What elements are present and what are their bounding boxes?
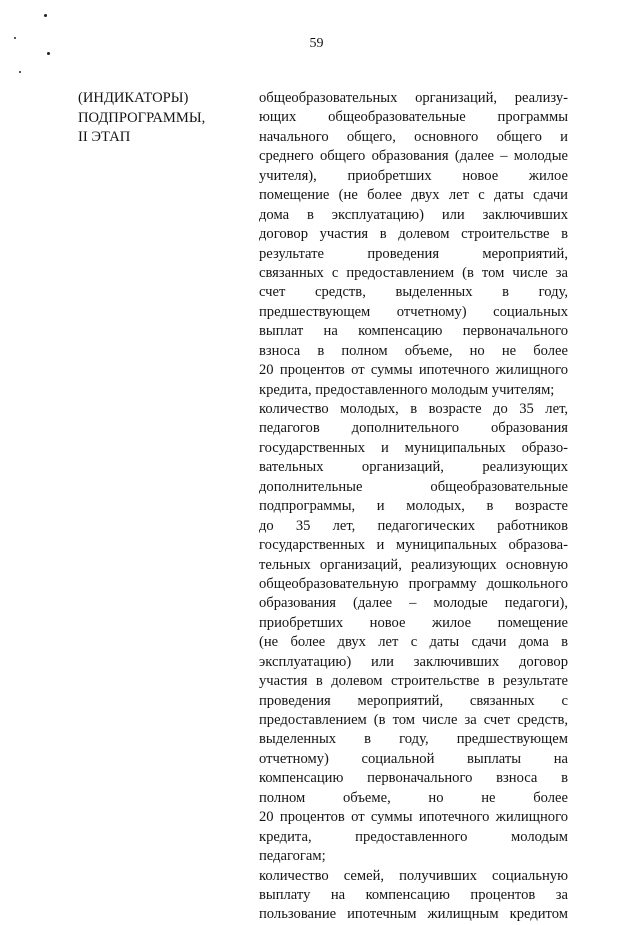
section-label-line: (ИНДИКАТОРЫ) — [78, 90, 189, 106]
text-line: 20 процентов от суммы ипотечного жилищного — [259, 362, 568, 379]
text-line: пользование ипотечным жилищным кредитом — [259, 906, 568, 923]
text-line: предоставлением (в том числе за счет средств, — [259, 712, 568, 728]
text-line: участия в долевом строительстве в результате — [259, 673, 568, 690]
text-line: учителя), приобретших новое жилое — [259, 167, 568, 184]
text-line: начального общего, основного общего и — [259, 128, 568, 145]
text-line: выплат на компенсацию первоначального — [259, 323, 568, 340]
text-line: взноса в полном объеме, но не более — [259, 342, 568, 359]
indicator-text — [259, 89, 568, 925]
text-line: общеобразовательных организаций, реализу- — [259, 90, 568, 106]
scan-speck — [19, 71, 21, 73]
text-line: количество молодых, в возрасте до 35 лет, — [259, 401, 568, 417]
text-line: предшествующем отчетному) социальных — [259, 303, 568, 320]
text-line: 20 процентов от суммы ипотечного жилищного — [259, 809, 568, 826]
text-line: эксплуатацию) или заключивших договор — [259, 653, 568, 670]
text-line: до 35 лет, педагогических работников — [259, 517, 568, 534]
text-line: помещение (не более двух лет с даты сдачи — [259, 187, 568, 204]
text-line: договор участия в долевом строительстве в — [259, 226, 568, 243]
text-line: выделенных в году, предшествующем — [259, 731, 568, 748]
text-line: кредита, предоставленного молодым — [259, 828, 568, 845]
text-line: педагогам; — [259, 848, 326, 865]
text-line: общеобразовательную программу дошкольного — [259, 575, 568, 592]
text-line: счет средств, выделенных в году, — [259, 284, 568, 301]
section-label — [78, 89, 248, 148]
text-line: тельных организаций, реализующих основную — [259, 556, 568, 573]
text-line: ющих общеобразовательные программы — [259, 109, 568, 126]
page-number: 59 — [309, 36, 324, 51]
text-line: среднего общего образования (далее – молодые — [259, 148, 568, 165]
scan-speck — [44, 14, 47, 17]
text-line: кредита, предоставленного молодым учителям; — [259, 381, 555, 398]
text-line: отчетному) социальной выплаты на — [259, 750, 568, 767]
text-line: дома в эксплуатацию) или заключивших — [259, 206, 568, 223]
text-line: проведения мероприятий, связанных с — [259, 692, 568, 709]
scan-speck — [47, 52, 50, 55]
text-line: государственных и муниципальных образо- — [259, 439, 568, 456]
text-line: государственных и муниципальных образова- — [259, 537, 568, 554]
text-line: педагогов дополнительного образования — [259, 420, 568, 437]
text-line: подпрограммы, и молодых, в возрасте — [259, 498, 568, 515]
text-line: приобретших новое жилое помещение — [259, 614, 568, 631]
text-line: выплату на компенсацию процентов за — [259, 886, 568, 903]
text-line: компенсацию первоначального взноса в — [259, 770, 568, 787]
text-line: (не более двух лет с даты сдачи дома в — [259, 634, 568, 651]
text-line: результате проведения мероприятий, — [259, 245, 568, 262]
text-line: образования (далее – молодые педагоги), — [259, 595, 568, 612]
text-line: дополнительные общеобразовательные — [259, 478, 568, 495]
text-line: полном объеме, но не более — [259, 789, 568, 806]
section-label-line: ПОДПРОГРАММЫ, — [78, 109, 206, 126]
text-line: вательных организаций, реализующих — [259, 459, 568, 476]
section-label-line: II ЭТАП — [78, 129, 131, 145]
text-line: количество семей, получивших социальную — [259, 867, 568, 884]
text-line: связанных с предоставлением (в том числе за — [259, 264, 568, 281]
